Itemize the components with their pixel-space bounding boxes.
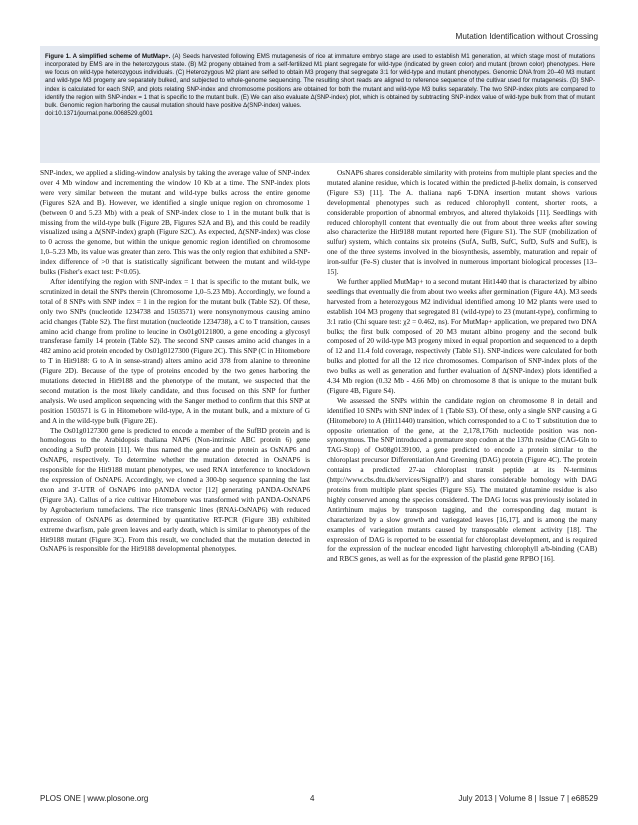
figure-label: Figure 1. A simplified scheme of MutMap+.: [45, 53, 171, 60]
running-title: Mutation Identification without Crossing: [455, 32, 598, 41]
paragraph: We assessed the SNPs within the candidate region on chromosome 8 in detail and identified 10 SNPs with SNP index of 1 (Table S3). Of these, only a single SNP causing a G (Hitomebore) to A (Hit11440) transition, which corresponded to a C to T substitution due to opposite orientation of the gene, at the 2,178,176th nucleotide position was non-synonymous. The SNP introduced a premature stop codon at the 137th residue (CAG-Gln to TAG-Stop) of Os08g0139100, a gene predicted to encode a protein similar to the chloroplast precursor Differentiation And Greening (DAG) protein (Figure 4C). The protein contains a predicted 27-aa chloroplast transit peptide at its N-terminus (http://www.cbs.dtu.dk/services/SignalP/) and shares considerable homology with DAG proteins from multiple plant species (Figure S5). The mutated glutamine residue is also highly conserved among the species considered. The DAG locus was previously isolated in Antirrhinum majus by transposon tagging, and the corresponding dag mutant is characterized by a slow growth and variegated leaves [16,17], and is among the many examples of variegation mutants caused by transposable element activity [18]. The expression of DAG is reported to be essential for chloroplast development, and is required for the expression of the nuclear encoded light harvesting chlorophyll a/b-binding (CAB) and RBCS genes, as well as for the expression of the plastid gene RPBO [16].: [327, 395, 597, 564]
left-column: [40, 168, 310, 554]
paragraph: After identifying the region with SNP-index = 1 that is specific to the mutant bulk, we scrutinized in detail the SNPs therein (Chromosome 1,0–5.23 Mb). Accordingly, we found a total of 8 SNPs with SNP index = 1 in the region for the mutant bulk (Table S2). Of these, only two SNPs (nucleotide 1234738 and 1503571) were nonsynonymous causing amino acid changes (Table S2). The first mutation (nucleotide 1234738), a C to T transition, causes amino acid change from proline to leucine in Os01g0121800, a gene encoding a glycosyl transferase family 14 protein (Table S2). The second SNP causes amino acid changes in a 482 amino acid protein encoded by Os01g0127300 (Figure 2C). This SNP (C in Hitomebore to T in Hit9188: G to A in sense-strand) alters amino acid 378 from alanine to threonine (Figure 2D). Because of the type of proteins encoded by the two genes harboring the mutations detected in Hit9188 and the phenotype of the mutant, we suspected that the second mutation is the most likely candidate, and thus focused on this SNP for further analysis. We used amplicon sequencing with the Sanger method to confirm that this SNP at position 1503571 is G in Hitomebore wild-type, A in the mutant bulk, and a mixture of G and A in the wild-type bulk (Figure 2E).: [40, 276, 310, 425]
page-number: 4: [310, 794, 315, 803]
right-column: [327, 168, 597, 564]
paragraph: SNP-index, we applied a sliding-window analysis by taking the average value of SNP-index over 4 Mb window and incrementing the window 10 Kb at a time. The SNP-index plots were very similar between the mutant and wild-type bulks across the entire genome (Figures S2A and B). However, we identified a single unique region on chromosome 1 (between 0 and 5.23 Mb) with a peak of SNP-index close to 1 in the mutant bulk that is missing from the wild-type bulk (Figure 2B, Figures S2A and B), and this could be readily visualized using a Δ(SNP-index) graph (Figure S2C). As expected, Δ(SNP-index) was close to 0 across the genome, but within the unique genomic region identified on chromosome 1,0–5.23 Mb, its value was greater than zero. This was the only region that exhibited a SNP-index difference of >0 that is statistically significant between the mutant and wild-type bulks (Fisher's exact test: P<0.05).: [40, 168, 310, 277]
paragraph: We further applied MutMap+ to a second mutant Hit1440 that is characterized by albino seedlings that eventually die from about two weeks after germination (Figure 4A). M3 seeds harvested from a heterozygous M2 individual identified among 10 M2 plants were used to establish 104 M3 progeny that segregated 81 (wild-type) to 23 (mutant-type), confirming to 3:1 ratio (Chi square test: χ2 = 0.462, ns). For MutMap+ application, we prepared two DNA bulks; the first bulk composed of 20 M3 mutant albino progeny and the second bulk composed of 20 wild-type M3 progeny mixed in equal proportion and sequenced to a depth of 12 and 11.4 fold coverage, respectively (Table S1). SNP-indices were calculated for both bulks and plotted for all the 12 rice chromosomes. Comparison of SNP-index plots of the two bulks as well as generation and further evaluation of Δ(SNP-index) plots identified a 4.34 Mb region (0.32 Mb - 4.66 Mb) on chromosome 8 that is unique to the mutant bulk (Figure 4B, Figure S4).: [327, 276, 597, 395]
figure-caption-text: (A) Seeds harvested following EMS mutagenesis of rice at immature embryo stage are used to establish M1 generation, at which stage most of mutations incorporated by EMS are in the heterozygous state. (B) M2 progeny obtained from a self-fertilized M1 plant segregate for wild-type (indicated by green color) and mutant (brown color) phenotypes. Here we focus on wild-type heterozygous individuals. (C) Heterozygous M2 plant are selfed to obtain M3 progeny that segregate 3:1 for wild-type and mutant phenotypes. Genomic DNA from 20–40 M3 mutant and wild-type M3 progeny are separately bulked, and subjected to whole-genome sequencing. The resulting short reads are aligned to reference sequence of the cultivar used for mutagenesis. (D) SNP-index is calculated for each SNP, and plots relating SNP-index and chromosome positions are obtained for both the mutant and wild-type M3 bulks separately. The two SNP-index plots are compared to identify the region with SNP-index = 1 that is specific to the mutant bulk. (E) We can also evaluate Δ(SNP-index) plot, which is obtained by subtracting SNP-index value of wild-type bulk from that of mutant bulk. Genomic region harboring the causal mutation should have positive Δ(SNP-index) values.: [45, 53, 595, 109]
paragraph: OsNAP6 shares considerable similarity with proteins from multiple plant species and the mutated alanine residue, which is located within the predicted β-helix domain, is conserved (Figure S3) [11]. The A. thaliana nap6 T-DNA insertion mutant shows various developmental phenotypes such as reduced chlorophyll content, shorter roots, a considerable proportion of abnormal embryos, and altered thylakoids [11]. Seedlings with reduced chlorophyll content that eventually die out from about three weeks after sowing also characterize the Hit9188 mutant reported here (Figure S1). The SUF (mobilization of sulfur) system, which contains six proteins (SufA, SufB, SufC, SufD, SufS and SufE), is one of the three systems involved in the biosynthesis, assembly, maturation and repair of iron-sulfur (Fe-S) cluster that is involved in numerous important biological processes [13–15].: [327, 168, 597, 277]
paragraph: The Os01g0127300 gene is predicted to encode a member of the SufBD protein and is homologous to the Arabidopsis thaliana NAP6 (Non-intrinsic ABC protein 6) gene encoding a SufD protein [11]. We thus named the gene and the protein as OsNAP6 and OsNAP6, respectively. To determine whether the mutation detected in OsNAP6 is responsible for the Hit9188 mutant phenotypes, we used RNA interference to knockdown the expression of OsNAP6. Accordingly, we cloned a 300-bp sequence spanning the last exon and 3′-UTR of OsNAP6 into pANDA vector [12] generating pANDA-OsNAP6 (Figure 3A). Callus of a rice cultivar Hitomebore was transformed with pANDA-OsNAP6 by Agrobacterium tumefaciens. The rice transgenic lines (RNAi-OsNAP6) with reduced expression of OsNAP6 as determined by quantitative RT-PCR (Figure 3B) exhibited extreme dwarfism, pale green leaves and early death, which is similar to phenotypes of the Hit9188 mutant (Figure 3C). From this result, we concluded that the mutation detected in OsNAP6 is responsible for the Hit9188 developmental phenotypes.: [40, 425, 310, 554]
issue-info: July 2013 | Volume 8 | Issue 7 | e68529: [458, 794, 598, 803]
figure-caption: [40, 46, 600, 163]
journal-url[interactable]: PLOS ONE | www.plosone.org: [40, 794, 149, 803]
figure-doi: doi:10.1371/journal.pone.0068529.g001: [45, 110, 153, 118]
